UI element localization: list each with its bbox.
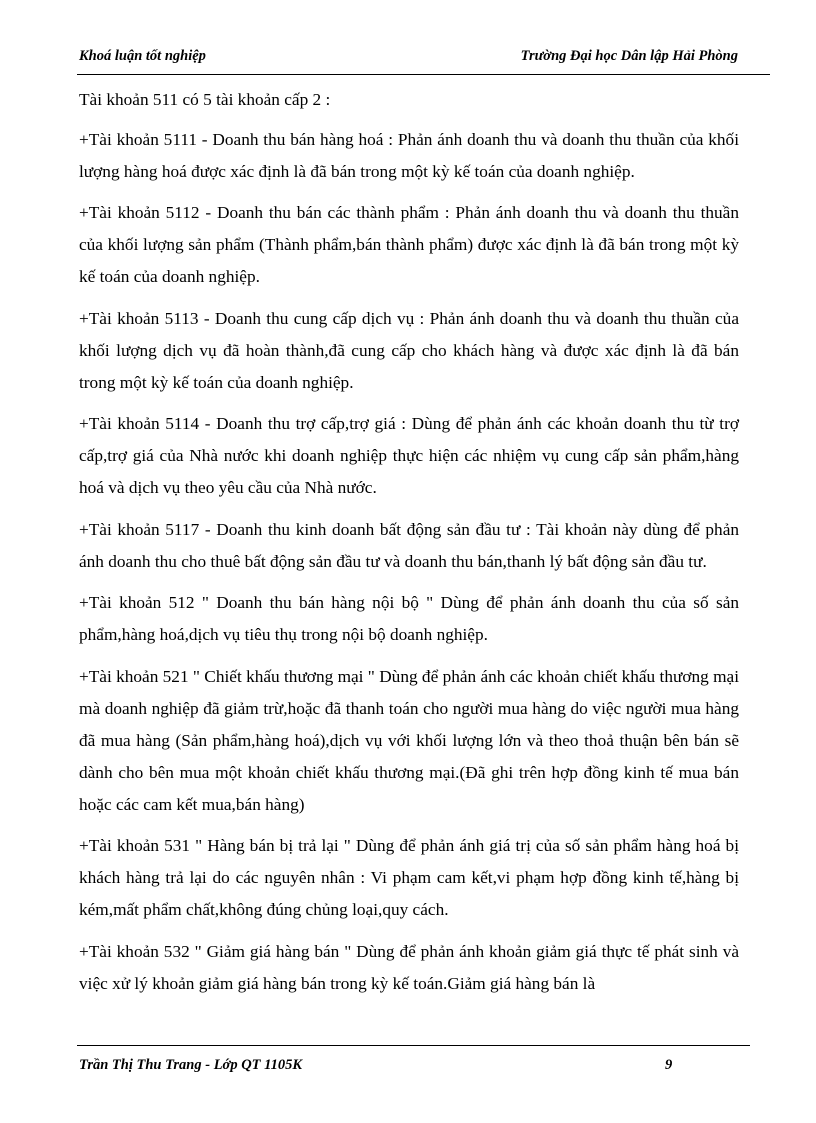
document-body — [79, 84, 739, 1009]
paragraph-account-512: +Tài khoản 512 " Doanh thu bán hàng nội bộ " Dùng để phản ánh doanh thu của số sản phẩm,hàng hoá,dịch vụ tiêu thụ trong nội bộ doanh nghiệp. — [79, 593, 739, 644]
intro-paragraph: Tài khoản 511 có 5 tài khoản cấp 2 : — [79, 90, 331, 109]
paragraph-account-521: +Tài khoản 521 " Chiết khấu thương mại " Dùng để phản ánh các khoản chiết khấu thương mại mà doanh nghiệp đã giảm trừ,hoặc đã thanh toán cho người mua hàng do việc người mua hàng đã mua hàng (Sản phẩm,hàng hoá),dịch vụ với khối lượng lớn và theo thoả thuận bên bán sẽ dành cho bên mua một khoản chiết khấu thương mại.(Đã ghi trên hợp đồng kinh tế mua bán hoặc các cam kết mua,bán hàng) — [79, 666, 739, 814]
header-university-name: Trường Đại học Dân lập Hải Phòng — [520, 48, 738, 64]
paragraph-account-5112: +Tài khoản 5112 - Doanh thu bán các thành phẩm : Phản ánh doanh thu và doanh thu thuần của khối lượng sản phẩm (Thành phẩm,bán thành phẩm) được xác định là đã bán trong một kỳ kế toán của doanh nghiệp. — [79, 203, 739, 286]
header-thesis-title: Khoá luận tốt nghiệp — [79, 48, 206, 64]
paragraph-account-5111: +Tài khoản 5111 - Doanh thu bán hàng hoá : Phản ánh doanh thu và doanh thu thuần của khối lượng hàng hoá được xác định là đã bán trong một kỳ kế toán của doanh nghiệp. — [79, 129, 739, 181]
paragraph-account-5114: +Tài khoản 5114 - Doanh thu trợ cấp,trợ giá : Dùng để phản ánh các khoản doanh thu từ trợ cấp,trợ giá của Nhà nước khi doanh nghiệp thực hiện các nhiệm vụ cung cấp sản phẩm,hàng hoá và dịch vụ theo yêu cầu của Nhà nước. — [79, 414, 739, 497]
header-divider — [77, 74, 770, 75]
page-header — [79, 48, 738, 68]
footer-author: Trần Thị Thu Trang - Lớp QT 1105K — [79, 1057, 303, 1073]
page-number: 9 — [665, 1057, 673, 1073]
paragraph-account-5117: +Tài khoản 5117 - Doanh thu kinh doanh bất động sản đầu tư : Tài khoản này dùng để phản ánh doanh thu cho thuê bất động sản đầu tư và doanh thu bán,thanh lý bất động sản đầu tư. — [79, 519, 739, 571]
footer-divider — [77, 1045, 750, 1046]
paragraph-account-532: +Tài khoản 532 " Giảm giá hàng bán " Dùng để phản ánh khoản giảm giá thực tế phát sinh và việc xử lý khoản giảm giá hàng bán trong kỳ kế toán.Giảm giá hàng bán là — [79, 941, 739, 993]
paragraph-account-5113: +Tài khoản 5113 - Doanh thu cung cấp dịch vụ : Phản ánh doanh thu và doanh thu thuần của khối lượng dịch vụ đã hoàn thành,đã cung cấp cho khách hàng và được xác định là đã bán trong một kỳ kế toán của doanh nghiệp. — [79, 308, 739, 392]
paragraph-account-531: +Tài khoản 531 " Hàng bán bị trả lại " Dùng để phản ánh giá trị của số sản phẩm hàng hoá bị khách hàng trả lại do các nguyên nhân : Vi phạm cam kết,vi phạm hợp đồng kinh tế,hàng bị kém,mất phẩm chất,không đúng chủng loại,quy cách. — [79, 836, 739, 919]
